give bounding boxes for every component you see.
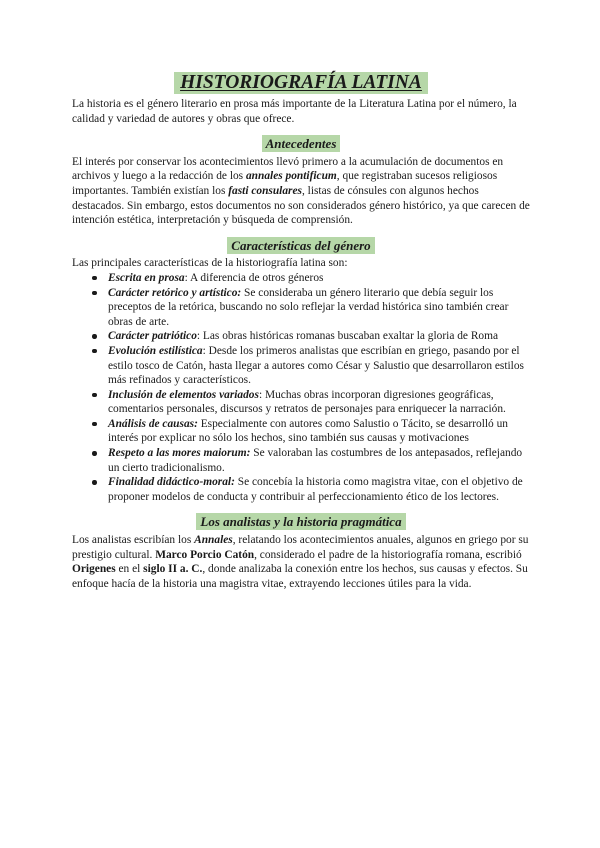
- century-term: siglo II a. C.: [143, 563, 203, 576]
- caracteristicas-heading: Características del género: [227, 237, 374, 254]
- analistas-text-2: , relatando los acontecimientos anuales, algunos en griego por su prestigio cultural.: [72, 534, 529, 561]
- origenes-work: Origenes: [72, 563, 116, 576]
- list-item-term: Inclusión de elementos variados: [108, 388, 259, 401]
- list-item-text: : A diferencia de otros géneros: [184, 271, 324, 284]
- list-item-term: Carácter patriótico: [108, 330, 197, 343]
- list-item-text: : Muchas obras incorporan digresiones geográficas, comentarios personales, discursos y retratos de personajes para enriquecer la narración.: [108, 388, 506, 416]
- annales-pontificum-term: annales pontificum: [245, 170, 337, 183]
- list-item-term: Carácter retórico y artístico:: [108, 286, 242, 299]
- analistas-heading-block: [72, 513, 530, 531]
- list-item-text: Se valoraban las costumbres de los antepasados, reflejando un cierto tradicionalismo.: [108, 447, 523, 474]
- cato-name: Marco Porcio Catón: [155, 548, 255, 561]
- caracteristicas-heading-block: [72, 237, 530, 255]
- antecedentes-text-2: , que registraban sucesos religiosos importantes. También existían los: [72, 170, 498, 197]
- fasti-consulares-term: fasti consulares: [228, 184, 302, 197]
- list-item: [108, 344, 530, 388]
- annales-term: Annales: [194, 534, 233, 547]
- analistas-paragraph: [72, 533, 530, 591]
- list-item-term: Análisis de causas:: [108, 417, 198, 430]
- analistas-text-3: , considerado el padre de la historiografía romana, escribió: [254, 548, 522, 561]
- analistas-text-5: , donde analizaba la conexión entre los hechos, sus causas y efectos. Su enfoque hacía de la historia una magistra vitae, extrayendo lecciones útiles para la vida.: [72, 563, 528, 590]
- list-item-text: Se consideraba un género literario que debía seguir los preceptos de la retórica, buscando no solo reflejar la verdad histórica sino también crear obras de arte.: [108, 286, 509, 328]
- document-page: [72, 72, 530, 591]
- list-item: [108, 286, 530, 330]
- list-item-term: Finalidad didáctico-moral:: [108, 476, 235, 489]
- list-item: [108, 446, 530, 475]
- analistas-text-1: Los analistas escribían los: [72, 534, 195, 547]
- list-item-text: : Desde los primeros analistas que escribían en griego, pasando por el estilo tosco de Catón, hasta llegar a autores como César y Salustio que desarrollaron estilos más refinados y característicos.: [108, 344, 524, 387]
- list-item-term: Evolución estilística: [108, 344, 203, 357]
- title-block: [72, 72, 530, 94]
- list-item-text: Especialmente con autores como Salustio o Tácito, se desarrolló un interés por explicar no sólo los hechos, sino también sus causas y motivaciones: [108, 417, 508, 445]
- list-item-term: Respeto a las mores maiorum:: [108, 447, 251, 460]
- analistas-heading: Los analistas y la historia pragmática: [196, 513, 405, 530]
- list-item: [108, 271, 530, 286]
- list-item-term: Escrita en prosa: [108, 271, 185, 284]
- page-title: HISTORIOGRAFÍA LATINA: [174, 72, 428, 94]
- list-item: [108, 417, 530, 446]
- antecedentes-paragraph: [72, 155, 530, 228]
- list-item: [108, 475, 530, 504]
- list-item: [108, 329, 530, 344]
- antecedentes-text-1: El interés por conservar los acontecimientos llevó primero a la acumulación de documentos en archivos y luego a la redacción de los: [72, 155, 504, 183]
- list-item-text: Se concebía la historia como magistra vitae, con el objetivo de proponer modelos de conducta y contribuir al perfeccionamiento ético de los lectores.: [108, 476, 523, 503]
- list-item-text: : Las obras históricas romanas buscaban exaltar la gloria de Roma: [196, 330, 499, 343]
- list-item: [108, 388, 530, 417]
- antecedentes-heading: Antecedentes: [262, 135, 341, 152]
- analistas-text-4: en el: [115, 563, 144, 576]
- caracteristicas-list: [72, 271, 530, 505]
- antecedentes-heading-block: [72, 135, 530, 153]
- antecedentes-text-3: , listas de cónsules con algunos hechos destacados. Sin embargo, estos documentos no son considerados género histórico, ya que carecen de intención estética, interpretación y búsqueda de comprensión.: [72, 184, 530, 227]
- caracteristicas-lead: Las principales características de la historiografía latina son:: [72, 257, 348, 270]
- intro-paragraph: La historia es el género literario en prosa más importante de la Literatura Latina por el número, la calidad y variedad de autores y obras que ofrece.: [72, 98, 517, 125]
